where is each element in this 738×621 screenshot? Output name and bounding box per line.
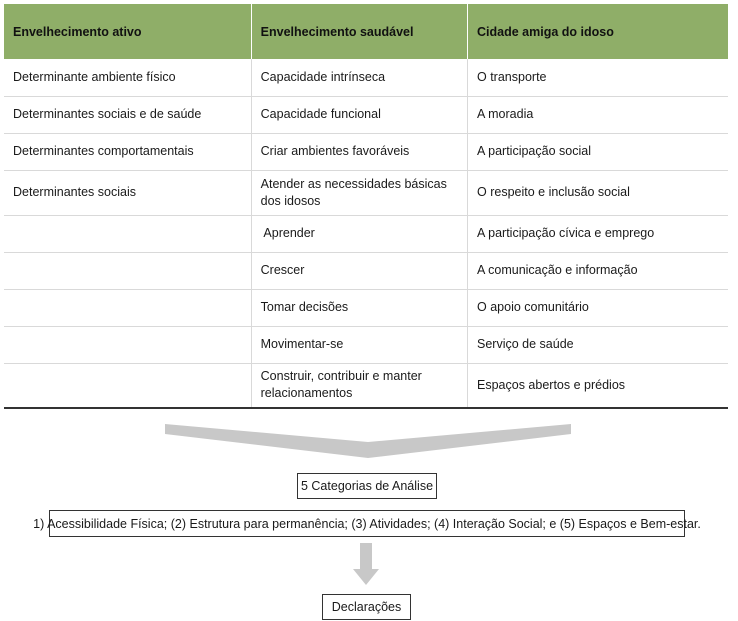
table-row bbox=[4, 326, 728, 363]
table-row bbox=[4, 289, 728, 326]
table-cell: Capacidade funcional bbox=[251, 96, 467, 133]
declarations-box bbox=[322, 594, 411, 620]
categories-box bbox=[297, 473, 437, 499]
table-cell bbox=[4, 215, 251, 252]
table-cell: O apoio comunitário bbox=[468, 289, 728, 326]
table-cell: Criar ambientes favoráveis bbox=[251, 133, 467, 170]
header-envelhecimento-saudavel: Envelhecimento saudável bbox=[251, 4, 467, 59]
table-cell: O transporte bbox=[468, 59, 728, 96]
table-row bbox=[4, 170, 728, 215]
header-envelhecimento-ativo: Envelhecimento ativo bbox=[4, 4, 251, 59]
table-header-row bbox=[4, 4, 728, 59]
table-cell: Determinantes comportamentais bbox=[4, 133, 251, 170]
table-cell: Tomar decisões bbox=[251, 289, 467, 326]
concepts-table bbox=[4, 4, 728, 409]
declarations-label: Declarações bbox=[331, 600, 402, 614]
table-row bbox=[4, 96, 728, 133]
table-cell: Determinantes sociais e de saúde bbox=[4, 96, 251, 133]
table-cell: Serviço de saúde bbox=[468, 326, 728, 363]
table-cell: Determinantes sociais bbox=[4, 170, 251, 215]
categories-label: 5 Categorias de Análise bbox=[300, 479, 434, 493]
table-row bbox=[4, 133, 728, 170]
table-cell: Espaços abertos e prédios bbox=[468, 363, 728, 408]
table-cell: A participação social bbox=[468, 133, 728, 170]
table-row bbox=[4, 215, 728, 252]
table-cell: Crescer bbox=[251, 252, 467, 289]
table-row bbox=[4, 252, 728, 289]
table-cell: Construir, contribuir e manter relacionamentos bbox=[251, 363, 467, 408]
table-cell: Atender as necessidades básicas dos idosos bbox=[251, 170, 467, 215]
categories-list-text: 1) Acessibilidade Física; (2) Estrutura para permanência; (3) Atividades; (4) Interação Social; e (5) Espaços e Bem-estar. bbox=[33, 516, 701, 531]
table-cell: A comunicação e informação bbox=[468, 252, 728, 289]
table-cell: O respeito e inclusão social bbox=[468, 170, 728, 215]
table-cell bbox=[4, 252, 251, 289]
down-arrow bbox=[352, 543, 380, 587]
table-cell: Aprender bbox=[251, 215, 467, 252]
chevron-down-arrow bbox=[163, 420, 573, 464]
table-row bbox=[4, 363, 728, 408]
table-cell: A participação cívica e emprego bbox=[468, 215, 728, 252]
table-row bbox=[4, 59, 728, 96]
table-cell bbox=[4, 363, 251, 408]
header-cidade-amiga: Cidade amiga do idoso bbox=[468, 4, 728, 59]
table-cell: A moradia bbox=[468, 96, 728, 133]
table-cell bbox=[4, 326, 251, 363]
table-cell: Capacidade intrínseca bbox=[251, 59, 467, 96]
table-cell: Movimentar-se bbox=[251, 326, 467, 363]
table-cell: Determinante ambiente físico bbox=[4, 59, 251, 96]
table-cell bbox=[4, 289, 251, 326]
categories-list-box bbox=[33, 510, 701, 537]
